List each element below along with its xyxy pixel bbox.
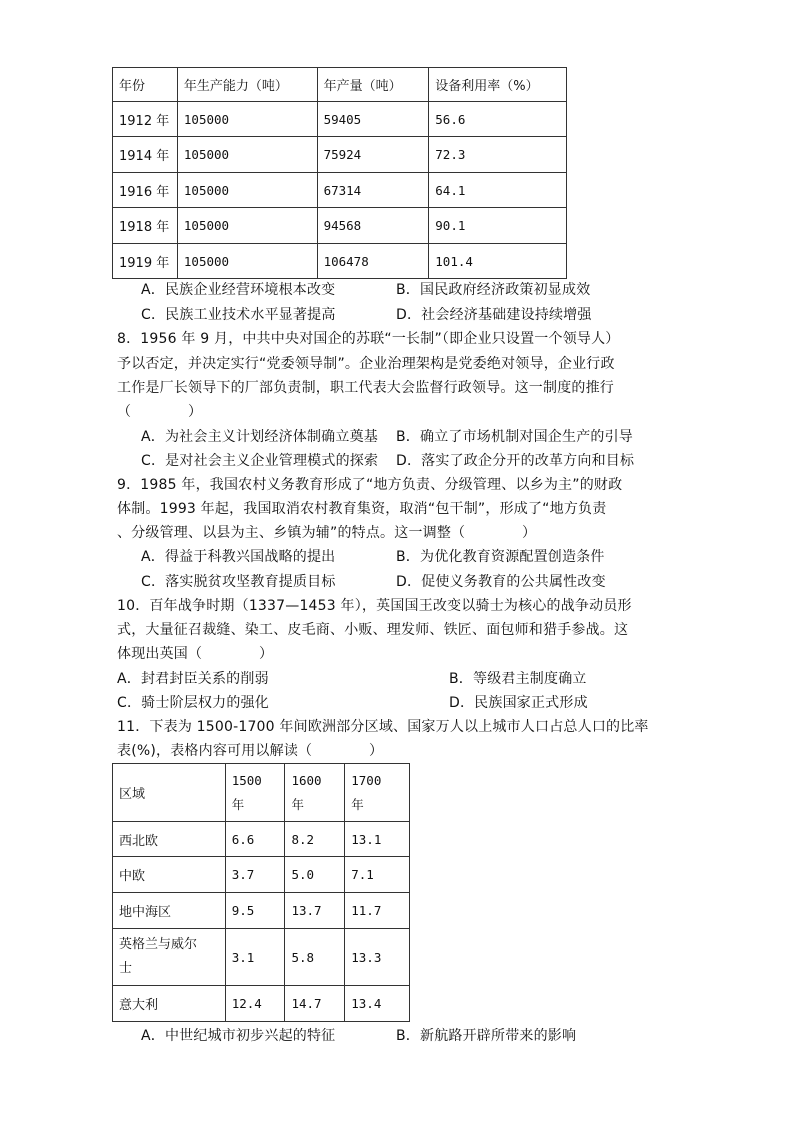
cell-capacity: 105000	[177, 137, 317, 173]
table-row	[113, 137, 567, 173]
cell-1700: 13.3	[345, 929, 410, 986]
cell-1700: 13.4	[345, 986, 410, 1022]
cell-year: 1912 年	[113, 102, 178, 137]
table-row	[113, 857, 410, 893]
header-1700: 1700 年	[345, 764, 410, 822]
q10-option-d: D．民族国家正式形成	[449, 695, 588, 711]
q9-option-c: C．落实脱贫攻坚教育提质目标	[141, 574, 336, 590]
q9-stem-line1: 9．1985 年，我国农村义务教育形成了“地方负责、分级管理、以乡为主”的财政	[117, 477, 623, 493]
q10-option-c: C．骑士阶层权力的强化	[117, 695, 269, 711]
cell-1500: 3.7	[225, 857, 285, 893]
q7-option-b: B．国民政府经济政策初显成效	[396, 282, 591, 298]
cell-1600: 5.0	[285, 857, 345, 893]
header-output: 年产量（吨）	[317, 68, 429, 102]
q11-stem-line1: 11．下表为 1500-1700 年间欧洲部分区域、国家万人以上城市人口占总人口的比率	[117, 719, 649, 735]
cell-output: 59405	[317, 102, 429, 137]
cell-capacity: 105000	[177, 173, 317, 208]
cell-1500: 12.4	[225, 986, 285, 1022]
q7-option-c: C．民族工业技术水平显著提高	[141, 307, 336, 323]
q11-option-a: A．中世纪城市初步兴起的特征	[141, 1028, 336, 1044]
cell-utilization: 56.6	[429, 102, 567, 137]
cell-year: 1916 年	[113, 173, 178, 208]
cell-region: 西北欧	[113, 822, 226, 857]
cell-capacity: 105000	[177, 102, 317, 137]
cell-1600: 14.7	[285, 986, 345, 1022]
cell-output: 94568	[317, 208, 429, 244]
q9-option-d: D．促使义务教育的公共属性改变	[396, 574, 606, 590]
table-row	[113, 208, 567, 244]
cell-utilization: 64.1	[429, 173, 567, 208]
cell-output: 106478	[317, 244, 429, 279]
cell-region: 中欧	[113, 857, 226, 893]
cell-1700: 13.1	[345, 822, 410, 857]
cell-year: 1918 年	[113, 208, 178, 244]
urban-population-table	[112, 763, 410, 1022]
q7-option-a: A．民族企业经营环境根本改变	[141, 282, 336, 298]
cell-capacity: 105000	[177, 208, 317, 244]
cell-utilization: 101.4	[429, 244, 567, 279]
q10-option-a: A．封君封臣关系的削弱	[117, 671, 269, 687]
cell-output: 75924	[317, 137, 429, 173]
cell-year: 1919 年	[113, 244, 178, 279]
table-row	[113, 102, 567, 137]
q8-stem-line1: 8．1956 年 9 月，中共中央对国企的苏联“一长制”（即企业只设置一个领导人）	[117, 331, 620, 347]
table-row	[113, 244, 567, 279]
q8-option-c: C．是对社会主义企业管理模式的探索	[141, 453, 379, 469]
header-year: 年份	[113, 68, 178, 102]
q8-option-d: D．落实了政企分开的改革方向和目标	[396, 453, 635, 469]
cell-1700: 11.7	[345, 893, 410, 929]
q10-option-b: B．等级君主制度确立	[449, 671, 587, 687]
table-row	[113, 929, 410, 986]
table-header-row	[113, 764, 410, 822]
table-row	[113, 822, 410, 857]
q9-stem-line2: 体制。1993 年起，我国取消农村教育集资，取消“包干制”，形成了“地方负责	[117, 501, 607, 517]
q10-stem-line2: 式，大量征召裁缝、染工、皮毛商、小贩、理发师、铁匠、面包师和猎手参战。这	[117, 622, 629, 638]
cell-1600: 8.2	[285, 822, 345, 857]
q8-option-b: B．确立了市场机制对国企生产的引导	[396, 429, 634, 445]
header-capacity: 年生产能力（吨）	[177, 68, 317, 102]
cell-year: 1914 年	[113, 137, 178, 173]
q10-stem-line1: 10．百年战争时期（1337—1453 年），英国国王改变以骑士为核心的战争动员形	[117, 598, 632, 614]
table-header-row	[113, 68, 567, 102]
q11-option-b: B．新航路开辟所带来的影响	[396, 1028, 577, 1044]
table-row	[113, 986, 410, 1022]
q11-stem-line2: 表(%)，表格内容可用以解读（ ）	[117, 743, 384, 759]
header-1500: 1500 年	[225, 764, 285, 822]
q8-answer-blank: （ ）	[117, 404, 203, 420]
cell-utilization: 72.3	[429, 137, 567, 173]
cell-region: 英格兰与威尔 士	[113, 929, 226, 986]
q7-option-d: D．社会经济基础建设持续增强	[396, 307, 592, 323]
cell-capacity: 105000	[177, 244, 317, 279]
q10-stem-line3: 体现出英国（ ）	[117, 646, 274, 662]
header-utilization: 设备利用率（%）	[429, 68, 567, 102]
cell-1500: 9.5	[225, 893, 285, 929]
cell-region: 地中海区	[113, 893, 226, 929]
table-row	[113, 893, 410, 929]
cell-1600: 5.8	[285, 929, 345, 986]
cell-1600: 13.7	[285, 893, 345, 929]
cell-1700: 7.1	[345, 857, 410, 893]
cell-region: 意大利	[113, 986, 226, 1022]
q9-option-a: A．得益于科教兴国战略的提出	[141, 549, 336, 565]
q9-option-b: B．为优化教育资源配置创造条件	[396, 549, 605, 565]
header-region: 区域	[113, 764, 226, 822]
cell-1500: 6.6	[225, 822, 285, 857]
q9-stem-line3: 、分级管理、以县为主、乡镇为辅”的特点。这一调整（ ）	[117, 525, 537, 541]
cell-utilization: 90.1	[429, 208, 567, 244]
cell-output: 67314	[317, 173, 429, 208]
cell-1500: 3.1	[225, 929, 285, 986]
production-table	[112, 67, 567, 279]
q8-stem-line3: 工作是厂长领导下的厂部负责制，职工代表大会监督行政领导。这一制度的推行	[117, 380, 614, 396]
q8-stem-line2: 予以否定，并决定实行“党委领导制”。企业治理架构是党委绝对领导，企业行政	[117, 356, 615, 372]
table-row	[113, 173, 567, 208]
header-1600: 1600 年	[285, 764, 345, 822]
q8-option-a: A．为社会主义计划经济体制确立奠基	[141, 429, 378, 445]
